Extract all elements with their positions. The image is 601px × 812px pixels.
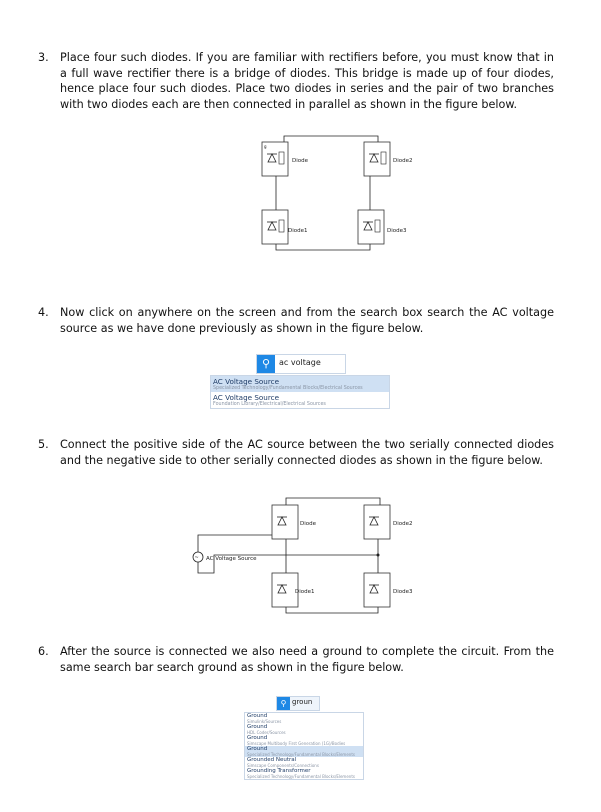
wire-bottom [276, 244, 370, 250]
diode2-label: Diode2 [393, 158, 413, 164]
diode2-label: Diode2 [393, 521, 413, 527]
result-item[interactable]: Ground HDL Coder/Sources [247, 724, 286, 735]
search-icon[interactable]: ⚲ [277, 697, 290, 710]
step-text: Place four such diodes. If you are familiar with rectifiers before, you must know that in a full wave rectifier there is a bridge of diodes. This bridge is made up of four diodes, hence place four such diodes. Place two diodes in series and the pair of two branches with two diodes each are then connected in parallel as shown in the figure below. [60, 51, 554, 111]
diode-block-bottom-right[interactable] [358, 210, 384, 244]
step-number: 6. [38, 645, 49, 658]
result-item[interactable]: Ground Simulink/Sources [247, 713, 282, 724]
diode-label: Diode [300, 521, 317, 527]
result-item[interactable]: AC Voltage Source Specialized Technology/Fundamental Blocks/Electrical Sources [211, 376, 389, 392]
step-number: 5. [38, 438, 49, 451]
figure-search-ground [244, 696, 362, 780]
diode3-block[interactable] [364, 573, 390, 607]
ac-source-block[interactable] [193, 552, 203, 562]
result-item[interactable]: Grounded Neutral Simscape Components/Connections [247, 757, 319, 768]
ac-source-label: AC Voltage Source [206, 556, 257, 562]
result-item[interactable]: AC Voltage Source Foundation Library/Electrical/Electrical Sources [213, 393, 326, 407]
step-number: 3. [38, 51, 49, 64]
step-text: Now click on anywhere on the screen and from the search box search the AC voltage source as we have done previously as shown in the figure below. [60, 306, 554, 335]
figure-bridge-with-source [188, 495, 418, 615]
figure-diode-bridge [250, 132, 420, 252]
search-bar[interactable] [256, 354, 346, 374]
search-results [210, 375, 390, 409]
svg-text:~: ~ [194, 555, 199, 561]
diode1-label: Diode1 [288, 228, 308, 234]
search-results [244, 712, 364, 780]
step-3 [38, 50, 554, 112]
search-input[interactable]: groun [292, 698, 313, 706]
diode-block-top-left[interactable] [262, 142, 288, 176]
diode2-block[interactable] [364, 505, 390, 539]
result-item[interactable]: Ground Simscape Multibody First Generation (1G)/Bodies [247, 735, 346, 746]
search-icon[interactable]: ⚲ [257, 355, 275, 373]
search-bar[interactable] [276, 696, 320, 711]
step-6 [38, 644, 554, 675]
diode-block-top-right[interactable] [364, 142, 390, 176]
step-number: 4. [38, 306, 49, 319]
step-4 [38, 305, 554, 336]
diode-block[interactable] [272, 505, 298, 539]
result-item[interactable]: Grounding Transformer Specialized Technology/Fundamental Blocks/Elements [247, 768, 355, 779]
diode3-label: Diode3 [387, 228, 407, 234]
result-item-selected[interactable]: Ground Specialized Technology/Fundamental Blocks/Elements [245, 746, 363, 757]
diode-label: Diode [292, 158, 309, 164]
step-text: After the source is connected we also need a ground to complete the circuit. From the same search bar search ground as shown in the figure below. [60, 645, 554, 674]
svg-text:g: g [264, 144, 267, 149]
search-input[interactable]: ac voltage [279, 358, 321, 367]
diode3-label: Diode3 [393, 589, 413, 595]
figure-search-ac [210, 354, 390, 409]
diode-block-bottom-left[interactable] [262, 210, 288, 244]
wire-top [284, 136, 378, 142]
diode1-label: Diode1 [295, 589, 315, 595]
step-text: Connect the positive side of the AC source between the two serially connected diodes and the negative side to other serially connected diodes as shown in the figure below. [60, 438, 554, 467]
step-5 [38, 437, 554, 468]
